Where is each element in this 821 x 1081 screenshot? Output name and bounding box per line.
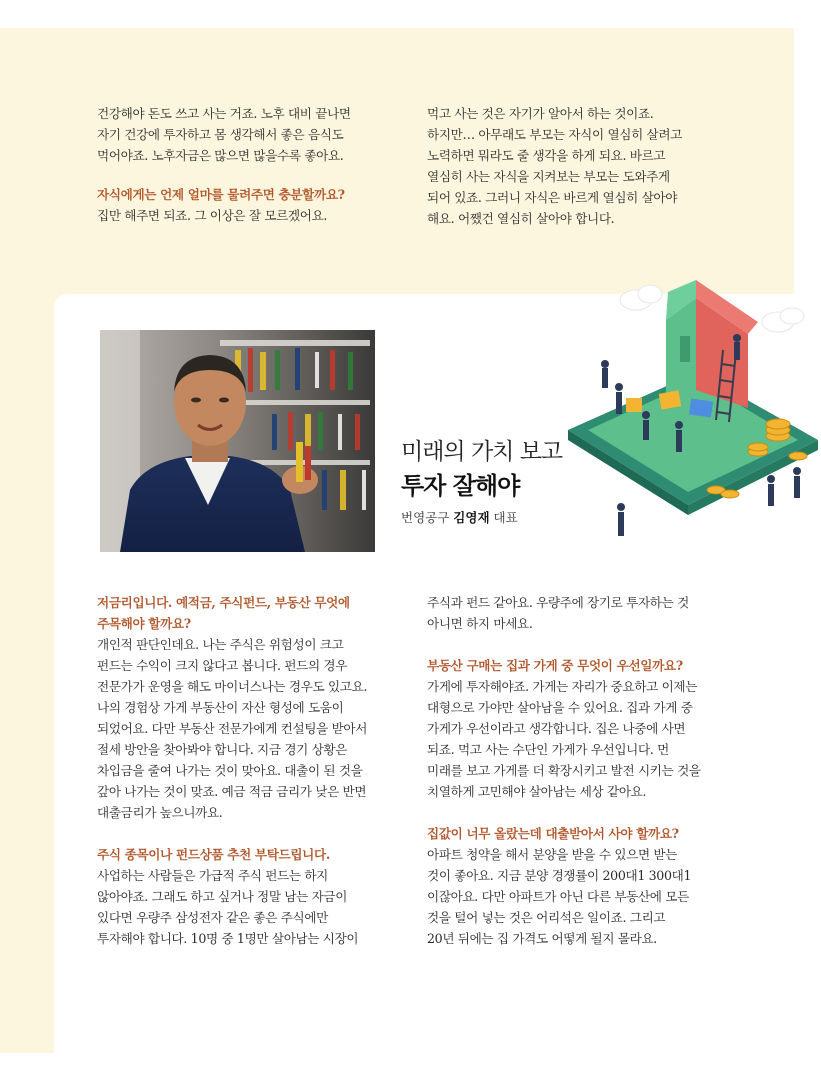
question-heading: 부동산 구매는 집과 가게 중 무엇이 우선일까요? bbox=[427, 658, 683, 673]
question-heading: 저금리입니다. 예적금, 주식펀드, 부동산 무엇에 bbox=[97, 595, 350, 610]
answer-line: 노력하면 뭐라도 줄 생각을 하게 되요. 바르고 bbox=[427, 148, 666, 163]
answer-line: 전문가가 운영을 해도 마이너스나는 경우도 있고요. bbox=[97, 679, 368, 694]
answer-line: 하지만… 아무래도 부모는 자식이 열심히 살려고 bbox=[427, 127, 683, 142]
person-name: 김영재 bbox=[453, 510, 490, 525]
interviewee-photo bbox=[100, 330, 375, 552]
question-heading: 주식 종목이나 펀드상품 추천 부탁드립니다. bbox=[97, 847, 330, 862]
byline bbox=[401, 508, 518, 526]
answer-line: 가게에 투자해야죠. 가게는 자리가 중요하고 이제는 bbox=[427, 679, 698, 694]
answer-line: 미래를 보고 가게를 더 확장시키고 발전 시키는 것을 bbox=[427, 763, 701, 778]
answer-line: 먹어야죠. 노후자금은 많으면 많을수록 좋아요. bbox=[97, 148, 344, 163]
person-role: 대표 bbox=[493, 510, 518, 525]
answer-line: 열심히 사는 자식을 지켜보는 부모는 도와주게 bbox=[427, 169, 670, 184]
answer-line: 사업하는 사람들은 가급적 주식 펀드는 하지 bbox=[97, 868, 328, 883]
answer-line: 아파트 청약을 해서 분양을 받을 수 있으면 받는 bbox=[427, 847, 678, 862]
question-heading: 주목해야 할까요? bbox=[97, 616, 191, 631]
answer-line: 펀드는 수익이 크지 않다고 봅니다. 펀드의 경우 bbox=[97, 658, 348, 673]
answer-line: 먹고 사는 것은 자기가 알아서 하는 것이죠. bbox=[427, 106, 654, 121]
question-heading: 자식에게는 언제 얼마를 물려주면 충분할까요? bbox=[97, 187, 345, 202]
answer-line: 되었어요. 다만 부동산 전문가에게 컨설팅을 받아서 bbox=[97, 721, 368, 736]
answer-line: 않아야죠. 그래도 하고 싶거나 정말 남는 자금이 bbox=[97, 889, 348, 904]
answer-line: 차입금을 줄여 나가는 것이 맞아요. 대출이 된 것을 bbox=[97, 763, 363, 778]
answer-line: 개인적 판단인데요. 나는 주식은 위험성이 크고 bbox=[97, 637, 344, 652]
answer-line: 가게가 우선이라고 생각합니다. 집은 나중에 사면 bbox=[427, 721, 686, 736]
answer-line: 것이 좋아요. 지금 분양 경쟁률이 200대1 300대1 bbox=[427, 868, 692, 883]
answer-line: 있다면 우량주 삼성전자 같은 좋은 주식에만 bbox=[97, 910, 328, 925]
answer-line: 나의 경험상 가게 부동산이 자산 형성에 도움이 bbox=[97, 700, 344, 715]
bottom-left-column bbox=[97, 592, 367, 949]
answer-line: 20년 뒤에는 집 가격도 어떻게 될지 몰라요. bbox=[427, 931, 657, 946]
answer-line: 대형으로 가야만 살아남을 수 있어요. 집과 가게 중 bbox=[427, 700, 693, 715]
company-name: 번영공구 bbox=[401, 510, 450, 525]
article-title-line2: 투자 잘해야 bbox=[401, 472, 520, 500]
top-right-column bbox=[427, 103, 682, 229]
answer-line: 되어 있죠. 그러니 자식은 바르게 열심히 살아야 bbox=[427, 190, 678, 205]
answer-line: 주식과 펀드 같아요. 우량주에 장기로 투자하는 것 bbox=[427, 595, 689, 610]
bottom-right-column bbox=[427, 592, 701, 949]
article-title-line1: 미래의 가치 보고 bbox=[401, 439, 563, 465]
answer-line: 것을 털어 넣는 것은 어리석은 일이죠. 그리고 bbox=[427, 910, 666, 925]
investment-illustration bbox=[548, 280, 821, 570]
top-left-column bbox=[97, 103, 351, 226]
answer-line: 절세 방안을 찾아봐야 합니다. 지금 경기 상황은 bbox=[97, 742, 348, 757]
answer-line: 자기 건강에 투자하고 몸 생각해서 좋은 음식도 bbox=[97, 127, 344, 142]
answer-line: 되죠. 먹고 사는 수단인 가게가 우선입니다. 먼 bbox=[427, 742, 669, 757]
answer-line: 이잖아요. 다만 아파트가 아닌 다른 부동산에 모든 bbox=[427, 889, 689, 904]
answer-line: 대출금리가 높으니까요. bbox=[97, 805, 223, 820]
answer-line: 집만 해주면 되죠. 그 이상은 잘 모르겠어요. bbox=[97, 208, 328, 223]
answer-line: 치열하게 고민해야 살아남는 세상 같아요. bbox=[427, 784, 647, 799]
question-heading: 집값이 너무 올랐는데 대출받아서 사야 할까요? bbox=[427, 826, 679, 841]
answer-line: 건강해야 돈도 쓰고 사는 거죠. 노후 대비 끝나면 bbox=[97, 106, 351, 121]
answer-line: 해요. 어쨌건 열심히 살아야 합니다. bbox=[427, 211, 615, 226]
answer-line: 갚아 나가는 것이 맞죠. 예금 적금 금리가 낮은 반면 bbox=[97, 784, 367, 799]
answer-line: 투자해야 합니다. 10명 중 1명만 살아남는 시장이 bbox=[97, 931, 359, 946]
answer-line: 아니면 하지 마세요. bbox=[427, 616, 533, 631]
